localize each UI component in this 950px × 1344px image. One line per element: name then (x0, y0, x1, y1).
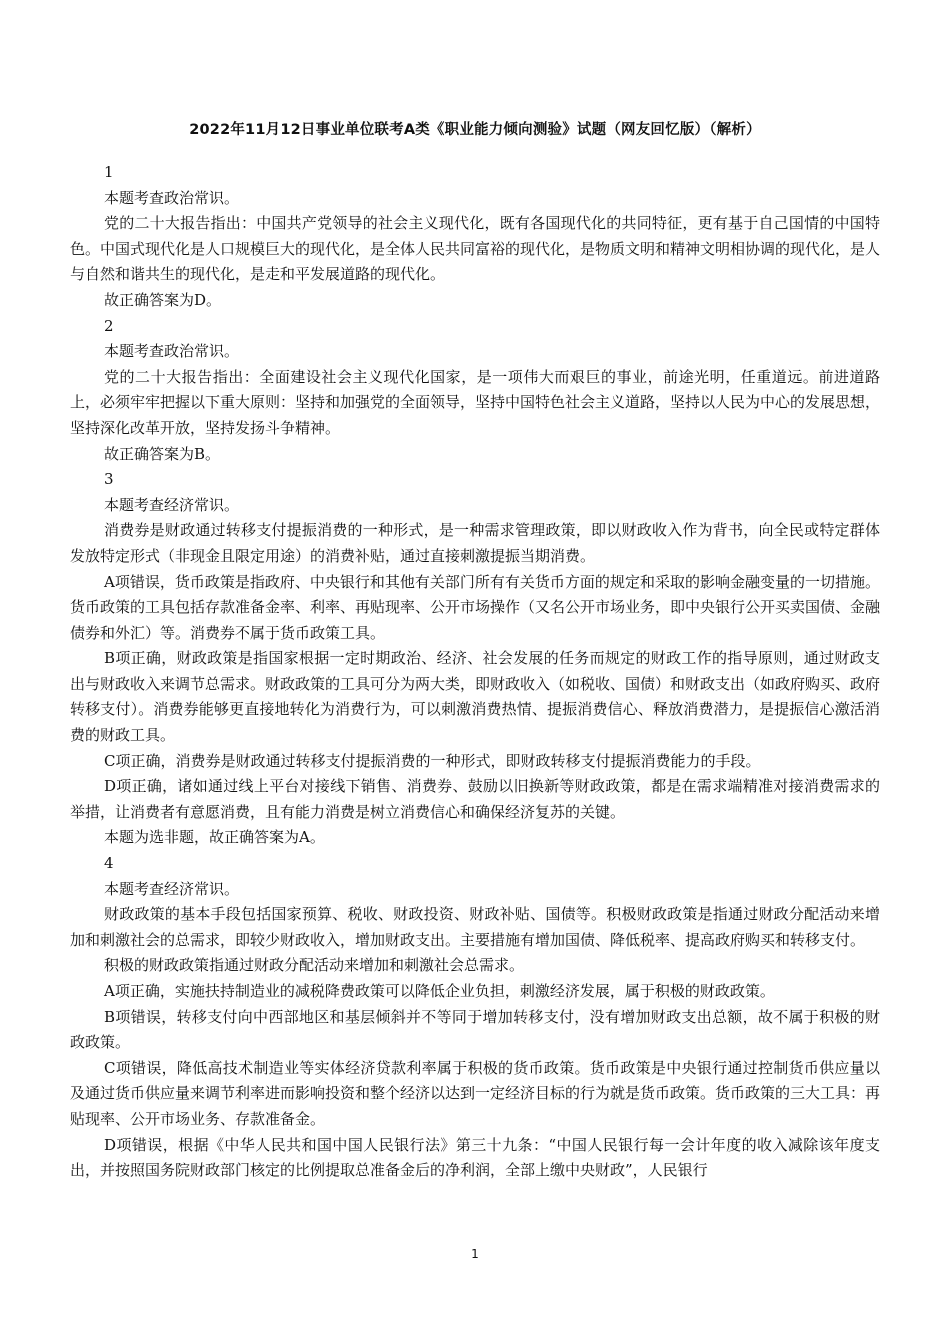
question-topic: 本题考查政治常识。 (104, 188, 240, 207)
document-body (70, 160, 880, 1184)
paragraph: 财政政策的基本手段包括国家预算、税收、财政投资、财政补贴、国债等。积极财政政策是指通过财政分配活动来增加和刺激社会的总需求，即较少财政收入，增加财政支出。主要措施有增加国债、降低税率、提高政府购买和转移支付。 (70, 905, 880, 949)
option-c-analysis: C项正确，消费券是财政通过转移支付提振消费的一种形式，即财政转移支付提振消费能力的手段。 (104, 751, 761, 770)
paragraph: 党的二十大报告指出：中国共产党领导的社会主义现代化，既有各国现代化的共同特征，更有基于自己国情的中国特色。中国式现代化是人口规模巨大的现代化，是全体人民共同富裕的现代化，是物质文明和精神文明相协调的现代化，是人与自然和谐共生的现代化，是走和平发展道路的现代化。 (70, 214, 881, 284)
paragraph: 消费券是财政通过转移支付提振消费的一种形式，是一种需求管理政策，即以财政收入作为背书，向全民或特定群体发放特定形式（非现金且限定用途）的消费补贴，通过直接刺激提振当期消费。 (70, 521, 880, 565)
question-topic: 本题考查政治常识。 (104, 342, 240, 361)
page-number: 1 (471, 1247, 479, 1261)
question-topic: 本题考查经济常识。 (104, 495, 240, 514)
question-number: 4 (104, 854, 114, 873)
question-number: 2 (104, 316, 114, 335)
paragraph: 党的二十大报告指出：全面建设社会主义现代化国家，是一项伟大而艰巨的事业，前途光明，任重道远。前进道路上，必须牢牢把握以下重大原则：坚持和加强党的全面领导，坚持中国特色社会主义道路，坚持以人民为中心的发展思想，坚持深化改革开放，坚持发扬斗争精神。 (70, 367, 881, 437)
answer-line: 故正确答案为B。 (104, 444, 221, 463)
option-d-analysis: D项错误，根据《中华人民共和国中国人民银行法》第三十九条：“中国人民银行每一会计年度的收入减除该年度支出，并按照国务院财政部门核定的比例提取总准备金后的净利润，全部上缴中央财政”，人民银行 (70, 1135, 880, 1180)
option-d-analysis: D项正确，诸如通过线上平台对接线下销售、消费券、鼓励以旧换新等财政政策，都是在需求端精准对接消费需求的举措，让消费者有意愿消费，且有能力消费是树立消费信心和确保经济复苏的关键。 (70, 777, 880, 821)
question-topic: 本题考查经济常识。 (104, 879, 240, 898)
answer-line: 故正确答案为D。 (104, 290, 222, 309)
option-b-analysis: B项正确，财政政策是指国家根据一定时期政治、经济、社会发展的任务而规定的财政工作的指导原则，通过财政支出与财政收入来调节总需求。财政政策的工具可分为两大类，即财政收入（如税收、国债）和财政支出（如政府购买、政府转移支付）。消费券能够更直接地转化为消费行为，可以刺激消费热情、提振消费信心、释放消费潜力，是提振信心激活消费的财政工具。 (70, 649, 881, 745)
option-a-analysis: A项正确，实施扶持制造业的减税降费政策可以降低企业负担，刺激经济发展，属于积极的财政政策。 (104, 982, 775, 1000)
option-c-analysis: C项错误，降低高技术制造业等实体经济贷款利率属于积极的货币政策。货币政策是中央银行通过控制货币供应量以及通过货币供应量来调节利率进而影响投资和整个经济以达到一定经济目标的行为就是货币政策。货币政策的三大工具：再贴现率、公开市场业务、存款准备金。 (70, 1058, 881, 1128)
question-number: 1 (104, 163, 114, 181)
option-a-analysis: A项错误，货币政策是指政府、中央银行和其他有关部门所有有关货币方面的规定和采取的影响金融变量的一切措施。货币政策的工具包括存款准备金率、利率、再贴现率、公开市场操作（又名公开市场业务，即中央银行公开买卖国债、金融债券和外汇）等。消费券不属于货币政策工具。 (70, 572, 881, 642)
document-title: 2022年11月12日事业单位联考A类《职业能力倾向测验》试题（网友回忆版）（解析） (189, 122, 761, 138)
option-b-analysis: B项错误，转移支付向中西部地区和基层倾斜并不等同于增加转移支付，没有增加财政支出总额，故不属于积极的财政政策。 (70, 1007, 880, 1052)
paragraph: 积极的财政政策指通过财政分配活动来增加和刺激社会总需求。 (104, 956, 525, 975)
answer-line: 本题为选非题，故正确答案为A。 (104, 828, 325, 847)
question-number: 3 (104, 470, 114, 489)
